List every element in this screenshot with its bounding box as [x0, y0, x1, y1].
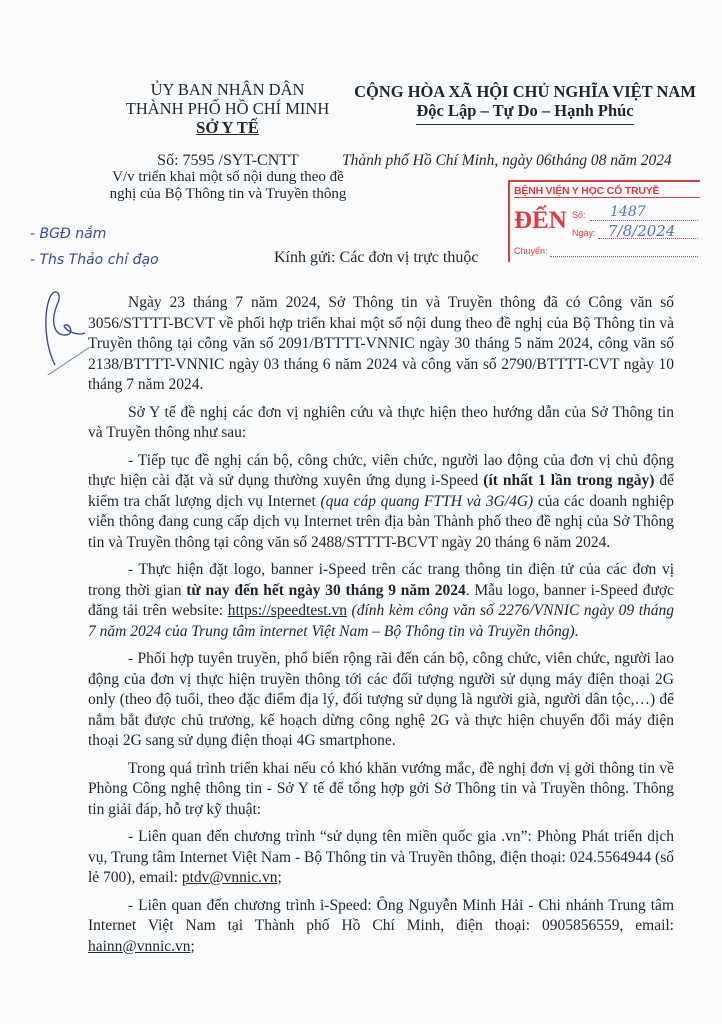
paragraph-6: Trong quá trình triển khai nếu có khó khăn vướng mắc, đề nghị đơn vị gởi thông tin về Phòng Công nghệ thông tin - Sở Y tế để tổng hợp gởi Sở Thông tin và Truyền thông. Thông tin giải đáp, hỗ trợ kỹ thuật: [88, 759, 674, 818]
issuer-department: SỞ Y TẾ [196, 118, 259, 137]
issuer-line-1: ỦY BAN NHÂN DÂN [150, 80, 305, 99]
received-stamp [508, 180, 700, 262]
p7-text-b: ; [277, 869, 282, 886]
handwritten-note-1: - BGĐ nắm [30, 226, 107, 242]
recipient-line: Kính gửi: Các đơn vị trực thuộc [274, 249, 479, 266]
subject-line-2: nghị của Bộ Thông tin và Truyền thông [109, 186, 347, 202]
stamp-chuyen-label: Chuyển: [514, 246, 548, 256]
stamp-chuyen-line [550, 256, 698, 257]
p3-text-c: để kiểm tra chất lượng dịch vụ Internet [88, 472, 674, 510]
stamp-so-value: 1487 [610, 204, 646, 220]
paragraph-5: - Phối hợp tuyên truyền, phổ biến rộng rãi đến cán bộ, công chức, viên chức, người lao động của đơn vị thực hiện truyền thông tới các đối tượng người sử dụng máy điện thoại 2G only (theo độ tuổi, theo đặc điểm địa lý, đối tượng sử dụng là người già, người dân tộc,…) để nắm bắt được chủ trương, kế hoạch dừng công nghệ 2G và thực hiện chuyển đổi máy điện thoại 2G sang sử dụng điện thoại 4G smartphone. [88, 650, 674, 749]
issuer-line-2: THÀNH PHỐ HỒ CHÍ MINH [125, 99, 330, 118]
letter-body [88, 293, 674, 964]
p3-italic-connection: (qua cáp quang FTTH và 3G/4G) [320, 492, 534, 510]
issuer-header [100, 80, 355, 137]
paragraph-2: Sở Y tế đề nghị các đơn vị nghiên cứu và thực hiện theo hướng dẫn của Sở Thông tin và Truyền thông như sau: [88, 403, 674, 441]
paragraph-1: Ngày 23 tháng 7 năm 2024, Sở Thông tin và Truyền thông đã có Công văn số 3056/STTTT-BCVT về phối hợp triển khai một số nội dung theo đề nghị của Bộ Thông tin và Truyền thông tại công văn số 2091/BTTTT-VNNIC ngày 30 tháng 5 năm 2024, công văn số 2138/BTTTT-VNNIC ngày 03 tháng 6 năm 2024 và công văn số 2790/BTTTT-CVT ngày 10 tháng 7 năm 2024. [88, 294, 674, 393]
handwritten-note-2: - Ths Thảo chỉ đạo [30, 252, 159, 268]
paragraph-8 [88, 896, 674, 958]
stamp-organization: BỆNH VIỆN Y HỌC CỔ TRUYỀ [514, 185, 700, 198]
p3-bold-frequency: (ít nhất 1 lần trong ngày) [483, 472, 655, 489]
p4-text-e: . [574, 622, 579, 640]
p4-text-c: . Mẫu logo, banner i-Speed được đăng tải trên website: [88, 581, 675, 619]
date-line: Thành phố Hồ Chí Minh, ngày 06tháng 08 năm 2024 [342, 152, 672, 169]
national-title: CỘNG HÒA XÃ HỘI CHỦ NGHĨA VIỆT NAM [354, 82, 696, 101]
p3-text-a: - Tiếp tục đề nghị cán bộ, công chức, viên chức, người lao động của đơn vị chủ động thực hiện cài đặt và sử dụng thường xuyên ứng dụng i-Speed [88, 451, 674, 489]
reference-block [88, 152, 368, 203]
stamp-ngay-value: 7/8/2024 [608, 222, 676, 240]
stamp-den: ĐẾN [514, 207, 567, 234]
speedtest-link[interactable]: https://speedtest.vn [227, 602, 347, 619]
paragraph-7 [88, 827, 674, 889]
p7-text-a: - Liên quan đến chương trình “sử dụng tên miền quốc gia .vn”: Phòng Phát triển dịch vụ, Trung tâm Internet Việt Nam - Bộ Thông tin và Truyền thông, điện thoại: 024.5564944 (số lẻ 700), email: [88, 828, 674, 886]
subject-line-1: V/v triển khai một số nội dung theo đề [112, 169, 344, 185]
stamp-ngay-label: Ngày: [572, 228, 596, 238]
paragraph-3 [88, 451, 674, 554]
p4-text-a: - Thực hiện đặt logo, banner i-Speed trên các trang thông tin điện tử của các đơn vị trong thời gian [88, 561, 674, 599]
p3-text-e: của các doanh nghiệp viễn thông đang cung cấp dịch vụ Internet trên địa bàn Thành phố theo đề nghị của Sở Thông tin và Truyền thông tại công văn số 2488/STTTT-BCVT ngày 20 tháng 6 năm 2024. [88, 492, 674, 551]
stamp-so-line [590, 220, 698, 221]
document-number: Số: 7595 /SYT-CNTT [157, 152, 299, 169]
p4-italic-attachment: (đính kèm công văn số 2276/VNNIC ngày 09 tháng 7 năm 2024 của Trung tâm internet Việt Nam – Bộ Thông tin và Truyền thông) [88, 602, 674, 640]
p8-text-a: - Liên quan đến chương trình i-Speed: Ông Nguyễn Minh Hải - Chi nhánh Trung tâm Internet Việt Nam tại Thành phố Hồ Chí Minh, điện thoại: 0905856559, email: [88, 896, 674, 934]
stamp-so-label: Số: [572, 210, 586, 220]
p8-text-b: ; [190, 937, 195, 955]
email-link-hainn[interactable]: hainn@vnnic.vn [88, 937, 191, 955]
paragraph-4 [88, 560, 674, 642]
p4-bold-deadline: từ nay đến hết ngày 30 tháng 9 năm 2024 [186, 581, 466, 599]
national-header [325, 82, 722, 125]
national-motto: Độc Lập – Tự Do – Hạnh Phúc [416, 101, 633, 125]
email-link-ptdv[interactable]: ptdv@vnnic.vn [181, 869, 278, 886]
